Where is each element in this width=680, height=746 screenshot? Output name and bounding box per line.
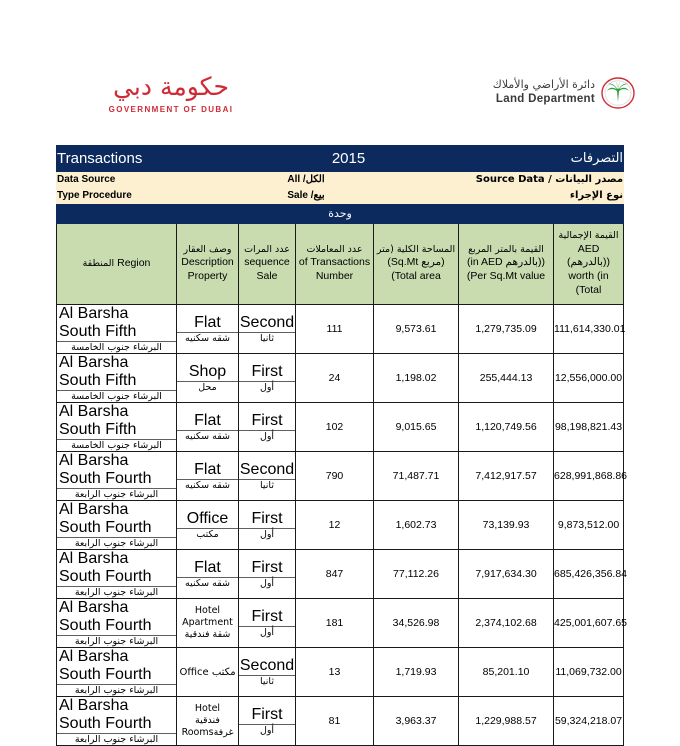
sequence-arabic: أول <box>259 431 275 442</box>
unit-band-label: وحدة <box>57 204 624 224</box>
column-header-total-area-arabic: المساحة الكلية (متر <box>376 243 456 255</box>
column-header-per-sqm-value <box>459 224 554 305</box>
region-english: Al Barsha South Fourth <box>57 501 176 538</box>
cell-total-worth: 9,873,512.00 <box>554 501 624 550</box>
description-english: Flat <box>177 412 238 431</box>
cell-per-sqm-value: 1,279,735.09 <box>459 305 554 354</box>
cell-sequence <box>239 501 296 550</box>
table-row <box>57 550 624 599</box>
region-english: Al Barsha South Fourth <box>57 697 176 734</box>
cell-description <box>177 305 239 354</box>
unit-band-row <box>57 204 624 224</box>
cell-per-sqm-value: 255,444.13 <box>459 354 554 403</box>
title-arabic: التصرفات <box>459 146 624 172</box>
dubai-calligraphy-mark: حكومة دبي <box>113 72 229 101</box>
sequence-arabic: أول <box>259 627 275 638</box>
column-header-total-area-english: (Sq.Mt مربع) <box>387 256 445 269</box>
region-english: Al Barsha South Fifth <box>57 305 176 342</box>
sequence-english: Second <box>239 657 295 674</box>
description-english: Office <box>177 510 238 529</box>
cell-total-worth: 59,324,218.07 <box>554 697 624 746</box>
region-english: Al Barsha South Fifth <box>57 354 176 391</box>
data-source-label-arabic: مصدر البيانات / Source Data <box>374 172 624 188</box>
land-department-wordmark <box>493 78 595 106</box>
column-header-total-worth-english3: (Total <box>575 284 602 297</box>
type-procedure-label-arabic: نوع الإجراء <box>374 188 624 204</box>
cell-sequence <box>239 550 296 599</box>
cell-total-area: 9,573.61 <box>374 305 459 354</box>
cell-description <box>177 501 239 550</box>
sequence-arabic: أول <box>259 725 275 736</box>
cell-transactions: 790 <box>296 452 374 501</box>
column-header-sequence <box>239 224 296 305</box>
column-header-description-english: Description <box>181 256 234 269</box>
column-header-total-worth-arabic: القيمة الإجمالية <box>558 230 619 242</box>
cell-per-sqm-value: 1,229,988.57 <box>459 697 554 746</box>
title-english: Transactions <box>57 146 239 172</box>
cell-region <box>57 550 177 599</box>
cell-total-worth: 98,198,821.43 <box>554 403 624 452</box>
cell-description <box>177 697 239 746</box>
description-english: Hotel <box>194 605 221 617</box>
description-arabic: شقه سكنيه <box>185 431 230 442</box>
cell-transactions: 24 <box>296 354 374 403</box>
data-source-value: All /الكل <box>239 172 374 188</box>
description-arabic2: Roomsغرفة <box>181 726 234 738</box>
cell-region <box>57 452 177 501</box>
cell-total-worth: 425,001,607.65 <box>554 599 624 648</box>
cell-total-area: 1,198.02 <box>374 354 459 403</box>
cell-transactions: 12 <box>296 501 374 550</box>
title-band-row <box>57 146 624 172</box>
description-english: Flat <box>177 461 238 480</box>
cell-transactions: 181 <box>296 599 374 648</box>
title-year: 2015 <box>239 146 459 172</box>
description-english: Flat <box>177 559 238 578</box>
region-arabic: البرشاء جنوب الخامسة <box>71 440 162 451</box>
cell-sequence <box>239 599 296 648</box>
table-row <box>57 501 624 550</box>
cell-transactions: 847 <box>296 550 374 599</box>
sequence-english: First <box>239 510 295 529</box>
cell-per-sqm-value: 7,412,917.57 <box>459 452 554 501</box>
description-arabic: مكتب <box>196 529 219 540</box>
sequence-english: First <box>239 706 295 725</box>
description-arabic: شقه سكنيه <box>185 333 230 344</box>
cell-total-area: 71,487.71 <box>374 452 459 501</box>
column-header-transactions <box>296 224 374 305</box>
column-header-region-arabic: المنطقة <box>82 258 115 270</box>
meta-row-type-procedure <box>57 188 624 204</box>
cell-total-worth: 111,614,330.01 <box>554 305 624 354</box>
description-arabic: فندقية <box>195 715 220 727</box>
sequence-english: Second <box>239 314 295 331</box>
table-row <box>57 599 624 648</box>
dubai-logo-caption: GOVERNMENT OF DUBAI <box>108 105 234 114</box>
land-department-arabic: دائرة الأراضي والأملاك <box>492 78 595 91</box>
table-row <box>57 648 624 697</box>
data-source-label: Data Source <box>57 172 239 188</box>
cell-transactions: 81 <box>296 697 374 746</box>
column-header-row <box>57 224 624 305</box>
sequence-english: First <box>239 559 295 578</box>
table-row <box>57 452 624 501</box>
description-english: Hotel <box>194 703 221 715</box>
column-header-total-worth <box>554 224 624 305</box>
cell-total-area: 3,963.37 <box>374 697 459 746</box>
column-header-region-english: Region <box>117 257 151 270</box>
cell-description <box>177 550 239 599</box>
sequence-arabic: أول <box>259 578 275 589</box>
description-arabic: شقه سكنيه <box>185 578 230 589</box>
sequence-english: First <box>239 363 295 382</box>
cell-sequence <box>239 354 296 403</box>
column-header-transactions-arabic: عدد المعاملات <box>306 243 363 255</box>
column-header-per-sqm-english: (in AED بالدرهم)) <box>467 256 545 269</box>
cell-transactions: 111 <box>296 305 374 354</box>
region-arabic: البرشاء جنوب الرابعة <box>74 489 159 500</box>
region-english: Al Barsha South Fourth <box>57 599 176 636</box>
cell-description <box>177 452 239 501</box>
cell-description <box>177 354 239 403</box>
cell-region <box>57 354 177 403</box>
region-arabic: البرشاء جنوب الرابعة <box>74 538 159 549</box>
column-header-description-english2: Property <box>187 270 228 283</box>
column-header-per-sqm-arabic: القيمة بالمتر المربع <box>468 243 544 255</box>
cell-total-worth: 628,991,868.86 <box>554 452 624 501</box>
cell-region <box>57 501 177 550</box>
meta-row-data-source <box>57 172 624 188</box>
column-header-total-worth-english2: worth (in <box>568 270 609 283</box>
cell-total-worth: 685,426,356.84 <box>554 550 624 599</box>
transactions-table <box>56 145 628 746</box>
column-header-sequence-english2: Sale <box>256 270 278 283</box>
description-english: Shop <box>177 363 238 382</box>
cell-transactions: 102 <box>296 403 374 452</box>
type-procedure-value: Sale /بيع <box>239 188 374 204</box>
region-arabic: البرشاء جنوب الخامسة <box>71 342 162 353</box>
cell-total-area: 77,112.26 <box>374 550 459 599</box>
cell-per-sqm-value: 7,917,634.30 <box>459 550 554 599</box>
cell-total-area: 34,526.98 <box>374 599 459 648</box>
government-of-dubai-logo <box>76 72 266 114</box>
table-row <box>57 354 624 403</box>
cell-per-sqm-value: 73,139.93 <box>459 501 554 550</box>
sequence-english: First <box>239 412 295 431</box>
cell-per-sqm-value: 85,201.10 <box>459 648 554 697</box>
sequence-arabic: أول <box>259 529 275 540</box>
logo-band <box>0 62 680 134</box>
cell-sequence <box>239 697 296 746</box>
cell-description: Office مكتب <box>177 648 239 697</box>
palm-tree-emblem-icon <box>601 76 635 110</box>
table-row <box>57 305 624 354</box>
sequence-arabic: ثانيا <box>260 676 274 687</box>
cell-total-area: 1,719.93 <box>374 648 459 697</box>
cell-region <box>57 697 177 746</box>
table-row <box>57 403 624 452</box>
region-arabic: البرشاء جنوب الخامسة <box>71 391 162 402</box>
sequence-english: Second <box>239 461 295 478</box>
column-header-transactions-english2: Number <box>315 270 354 283</box>
land-department-english: Land Department <box>495 92 595 105</box>
cell-transactions: 13 <box>296 648 374 697</box>
region-arabic: البرشاء جنوب الرابعة <box>74 587 159 598</box>
cell-total-area: 9,015.65 <box>374 403 459 452</box>
description-arabic: شقة فندقية <box>184 628 231 640</box>
cell-sequence <box>239 452 296 501</box>
cell-total-worth: 12,556,000.00 <box>554 354 624 403</box>
sequence-arabic: أول <box>259 382 275 393</box>
column-header-sequence-english: sequence <box>244 256 290 269</box>
column-header-description-arabic: وصف العقار <box>183 243 232 255</box>
description-english: Flat <box>177 314 238 333</box>
sequence-english: First <box>239 608 295 627</box>
region-arabic: البرشاء جنوب الرابعة <box>74 685 159 696</box>
sequence-arabic: ثانيا <box>260 480 274 491</box>
land-department-logo <box>470 74 635 120</box>
cell-region <box>57 305 177 354</box>
region-english: Al Barsha South Fifth <box>57 403 176 440</box>
cell-sequence <box>239 648 296 697</box>
column-header-total-area-english2: (Total area <box>391 270 441 283</box>
cell-region <box>57 648 177 697</box>
region-arabic: البرشاء جنوب الرابعة <box>74 636 159 647</box>
description-arabic: محل <box>198 382 217 393</box>
type-procedure-label: Type Procedure <box>57 188 239 204</box>
sequence-arabic: ثانيا <box>260 333 274 344</box>
cell-per-sqm-value: 1,120,749.56 <box>459 403 554 452</box>
region-english: Al Barsha South Fourth <box>57 550 176 587</box>
table-row <box>57 697 624 746</box>
column-header-sequence-arabic: عدد المرات <box>244 243 290 255</box>
cell-sequence <box>239 305 296 354</box>
column-header-transactions-english: of Transactions <box>298 256 371 269</box>
cell-description <box>177 403 239 452</box>
cell-total-area: 1,602.73 <box>374 501 459 550</box>
column-header-total-area <box>374 224 459 305</box>
column-header-per-sqm-english2: (Per Sq.Mt value <box>466 270 546 283</box>
cell-sequence <box>239 403 296 452</box>
region-english: Al Barsha South Fourth <box>57 648 176 685</box>
column-header-description <box>177 224 239 305</box>
description-english2: Apartment <box>182 617 233 629</box>
column-header-region <box>57 224 177 305</box>
cell-total-worth: 11,069,732.00 <box>554 648 624 697</box>
description-arabic: شقه سكنيه <box>185 480 230 491</box>
cell-per-sqm-value: 2,374,102.68 <box>459 599 554 648</box>
column-header-total-worth-english: AED (بالدرهم)) <box>567 242 610 269</box>
cell-description <box>177 599 239 648</box>
cell-region <box>57 403 177 452</box>
region-arabic: البرشاء جنوب الرابعة <box>74 734 159 745</box>
cell-region <box>57 599 177 648</box>
region-english: Al Barsha South Fourth <box>57 452 176 489</box>
